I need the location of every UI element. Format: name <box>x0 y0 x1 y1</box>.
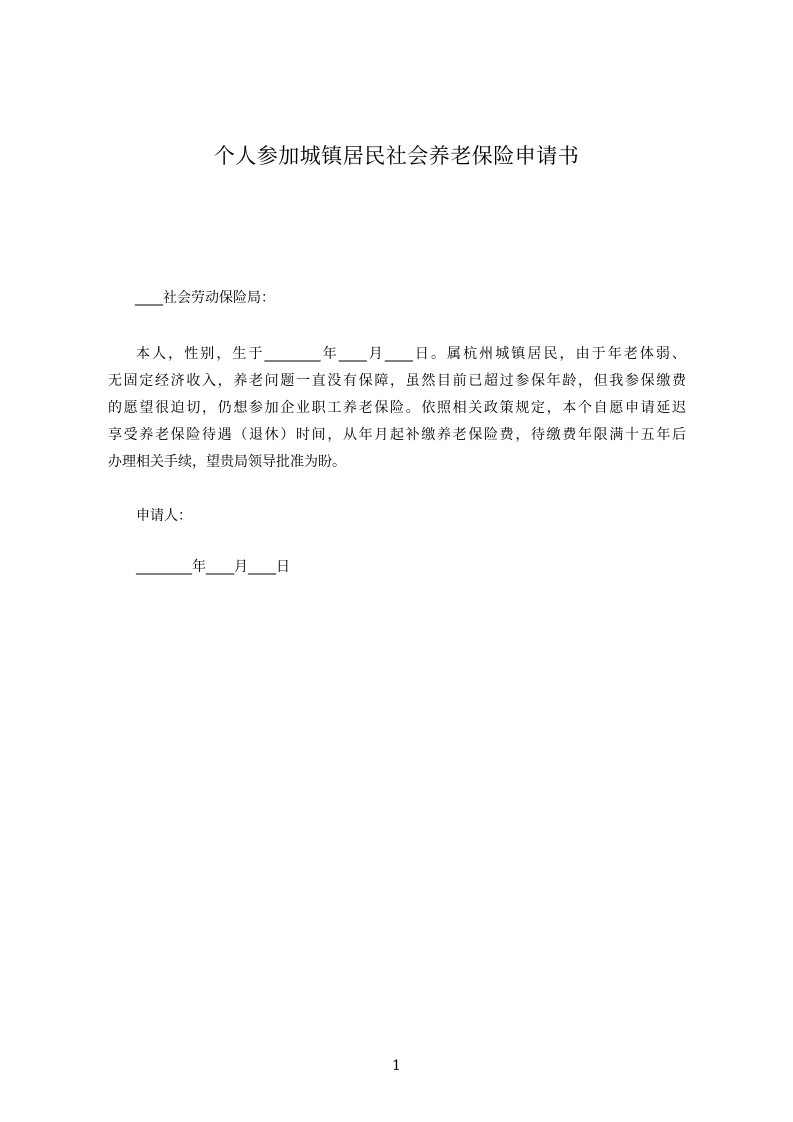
applicant-label: 申请人： <box>136 508 192 524</box>
body-paragraph-line: 本人，性别，生于________年____月____日。属杭州城镇居民，由于年老体弱、 <box>136 346 686 362</box>
body-paragraph-line: 享受养老保险待遇（退休）时间，从年月起补缴养老保险费，待缴费年限满十五年后 <box>108 427 686 443</box>
addressee-line: ____社会劳动保险局： <box>135 290 275 306</box>
signature-date-line: ________年____月____日 <box>136 559 290 575</box>
document-title: 个人参加城镇居民社会养老保险申请书 <box>213 144 580 168</box>
body-paragraph-line: 无固定经济收入，养老问题一直没有保障，虽然目前已超过参保年龄，但我参保缴费 <box>108 373 686 389</box>
body-paragraph-line: 的愿望很迫切，仍想参加企业职工养老保险。依照相关政策规定，本个自愿申请延迟 <box>108 400 686 416</box>
page-number: 1 <box>392 1058 401 1074</box>
body-paragraph-line: 办理相关手续，望贵局领导批准为盼。 <box>108 454 346 470</box>
